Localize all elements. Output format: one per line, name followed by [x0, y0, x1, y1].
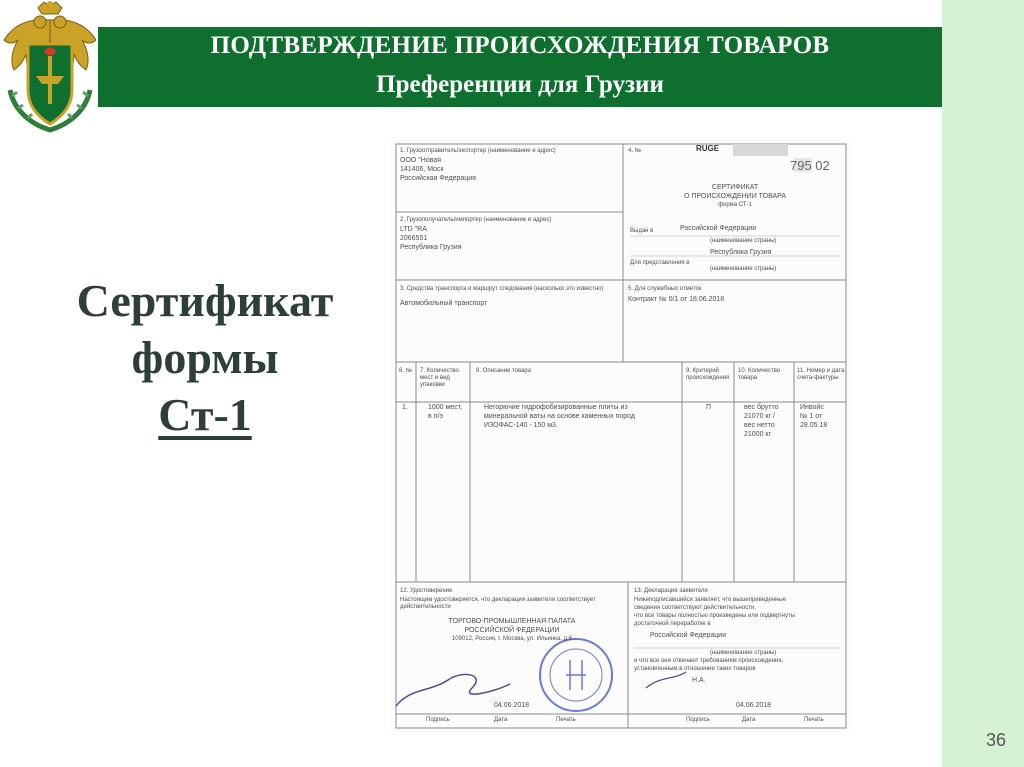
box3-label: 3. Средства транспорта и маршрут следования (насколько это известно): [400, 286, 604, 292]
exporter-line-1: ООО "Новая: [400, 157, 442, 164]
row-invoice-2: № 1 от: [800, 413, 823, 420]
certificate-scan: [390, 140, 852, 732]
row-goods-2: минеральной ваты на основе каменных пород: [484, 413, 635, 420]
box1-label: 1. Грузоотправитель/экспортер (наименование и адрес): [400, 148, 556, 154]
issued-label: Выдан в: [630, 228, 654, 234]
cert-number: 795 02: [790, 158, 830, 173]
contract-value: Контракт № 0/1 от 18.06.2018: [628, 296, 725, 303]
exporter-line-2: 141406, Моск: [400, 166, 444, 173]
box5-label: 5. Для служебных отметок: [628, 286, 702, 292]
decl-country: Российской Федерации: [650, 632, 727, 639]
foot-date-12: Дата: [494, 717, 508, 723]
box12-label: 12. Удостоверение: [400, 588, 453, 594]
row-quantity-4: 21000 кг: [744, 431, 772, 438]
issued-country: Российской Федерации: [680, 225, 757, 232]
box2-label: 2. Грузополучатель/импортер (наименование и адрес): [400, 217, 552, 223]
certificate-grid: [390, 140, 852, 732]
cert-title-1: СЕРТИФИКАТ: [711, 184, 759, 191]
col6-header: 6. №: [399, 368, 413, 374]
foot-stamp-12: Печать: [556, 717, 576, 723]
chamber-line-2: РОССИЙСКОЙ ФЕДЕРАЦИИ: [464, 627, 560, 634]
slide-subtitle: Преференции для Грузии: [376, 71, 664, 98]
transport-value: Автомобильный транспорт: [400, 300, 488, 307]
decl-text-1: и что все они отвечают требованиям происхождения,: [634, 658, 784, 664]
heading-line-1: Сертификат: [76, 275, 334, 326]
box13-text-4: достаточной переработке в: [634, 621, 711, 627]
foot-date-13: Дата: [742, 717, 756, 723]
col11-header: 11. Номер и дата счета-фактуры: [797, 368, 845, 381]
row-quantity-2: 21070 кг /: [744, 413, 775, 420]
chamber-line-3: 109012, Россия, г. Москва, ул. Ильинка, д.6: [451, 636, 573, 642]
row-packages-2: в п/э: [428, 413, 443, 420]
row-quantity-3: вес нетто: [744, 422, 775, 429]
row-criterion: П: [706, 404, 712, 411]
row-number: 1.: [402, 404, 408, 411]
cert-title-2: О ПРОИСХОЖДЕНИИ ТОВАРА: [683, 193, 787, 200]
page-number: 36: [986, 730, 1007, 750]
importer-line-2: 2066551: [400, 235, 428, 242]
box4-label: 4. №: [628, 148, 642, 154]
cert-title-3: форма СТ-1: [718, 202, 752, 208]
box13-text-1: Нижеподписавшийся заявляет, что вышеприведенные: [634, 597, 787, 603]
row-invoice-1: Инвойс: [800, 404, 824, 411]
decl-country-caption: (наименование страны): [710, 650, 777, 656]
row-goods-3: ИЗОФАС-140 - 150 м3.: [484, 422, 558, 429]
col10-header: 10. Количество товара: [738, 368, 781, 381]
col9-header: 9. Критерий происхождения: [686, 368, 730, 381]
sign-date-12: 04.06.2018: [494, 702, 530, 709]
chamber-line-1: ТОРГОВО-ПРОМЫШЛЕННАЯ ПАЛАТА: [448, 618, 576, 625]
box13-label: 13. Декларация заявителя: [634, 588, 708, 594]
redaction-block: [733, 144, 788, 156]
sign-date-13: 04.06.2018: [736, 702, 772, 709]
heading-line-2: формы: [131, 332, 279, 383]
col7-header: 7. Количество мест и вид упаковки: [420, 368, 459, 388]
box12-text: Настоящим удостоверяется, что декларация заявителя соответствует действительности: [400, 597, 596, 610]
cert-series: RUGE: [696, 144, 720, 153]
certificate-heading: [40, 272, 370, 443]
foot-stamp-13: Печать: [804, 717, 824, 723]
exporter-line-3: Российская Федерация: [400, 175, 476, 182]
signature-scribble: [396, 674, 510, 706]
importer-line-3: Республика Грузия: [400, 244, 462, 251]
dest-label: Для представления в: [630, 260, 690, 266]
row-quantity-1: вес брутто: [744, 404, 779, 411]
dest-country-caption: (наименование страны): [710, 266, 777, 272]
slide-title: ПОДТВЕРЖДЕНИЕ ПРОИСХОЖДЕНИЯ ТОВАРОВ: [210, 32, 830, 59]
foot-signature-13: Подпись: [686, 717, 710, 723]
side-decor-strip: [942, 0, 1024, 767]
applicant-initials: Н.А.: [692, 677, 706, 684]
importer-line-1: LTD "RA: [400, 226, 427, 233]
row-goods-1: Негорючие гидрофобизированные плиты из: [484, 404, 628, 411]
customs-emblem-icon: [0, 0, 100, 135]
foot-signature-12: Подпись: [426, 717, 450, 723]
decl-text-2: установленным в отношении таких товаров: [634, 666, 756, 672]
heading-line-3: Ст-1: [158, 389, 252, 440]
box13-text-3: что все товары полностью произведены или подвергнуты: [634, 613, 796, 619]
box13-text-2: сведения соответствуют действительности,: [634, 605, 756, 611]
row-invoice-3: 28.05.18: [800, 422, 828, 429]
issued-country-caption: (наименование страны): [710, 238, 777, 244]
row-packages-1: 1000 мест,: [428, 404, 463, 411]
dest-country: Республика Грузия: [710, 249, 772, 256]
col8-header: 8. Описание товара: [476, 368, 532, 374]
